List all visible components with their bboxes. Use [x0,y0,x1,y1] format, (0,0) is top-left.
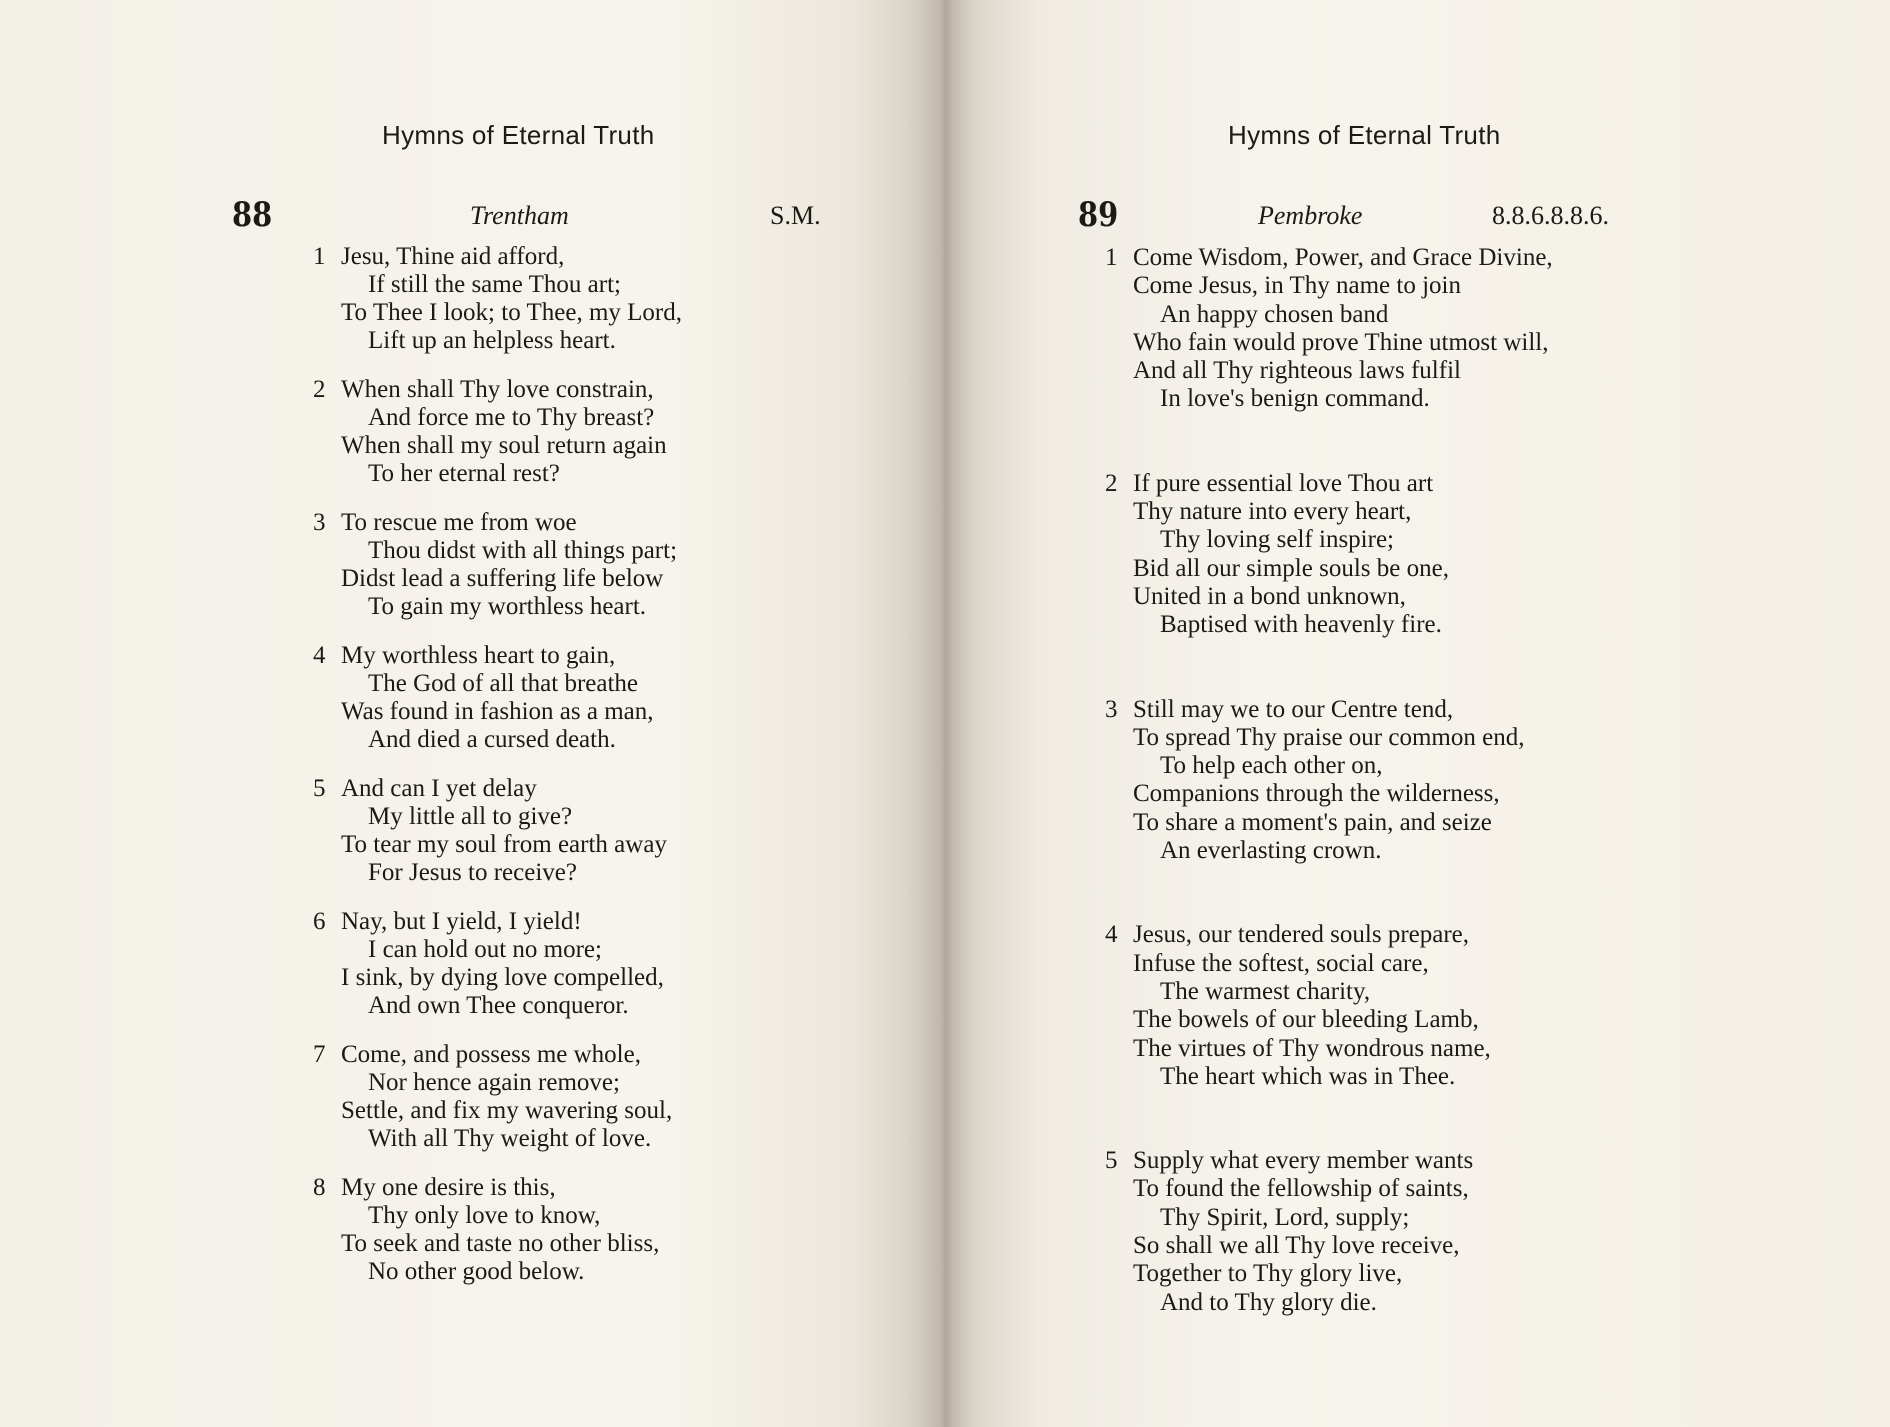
verse-line: To share a moment's pain, and seize [1133,808,1492,836]
verse-line: No other good below. [368,1258,585,1285]
verse-number: 4 [1105,921,1118,949]
verse-line: Didst lead a suffering life below [341,565,664,592]
verse-line: My worthless heart to gain, [341,642,616,669]
verse-line: Jesu, Thine aid afford, [341,243,565,270]
hymn-header [1078,195,1678,235]
verse-line: Settle, and fix my wavering soul, [341,1097,673,1124]
verse-line: United in a bond unknown, [1133,582,1406,610]
verse-line: Thy only love to know, [368,1202,601,1229]
verse-line: To her eternal rest? [368,460,560,487]
verse-line: And died a cursed death. [368,726,616,753]
verse-line: And own Thee conqueror. [368,992,629,1019]
verse-line: To seek and taste no other bliss, [341,1230,660,1257]
verse [313,1041,682,1153]
verse-line: When shall my soul return again [341,432,667,459]
verse-number: 4 [313,642,326,669]
verse-number: 2 [1105,469,1118,497]
verse [1105,921,1553,1091]
verse-line: To spread Thy praise our common end, [1133,723,1525,751]
verse [1105,244,1553,414]
verse-line: An happy chosen band [1160,300,1389,328]
verse-number: 6 [313,908,326,935]
verse [313,775,682,887]
verse-line: Come, and possess me whole, [341,1041,641,1068]
verse-line: To Thee I look; to Thee, my Lord, [341,299,683,326]
verse-line: My one desire is this, [341,1174,556,1201]
verse-line: Thy loving self inspire; [1160,526,1394,554]
verse-line: The heart which was in Thee. [1160,1062,1456,1090]
hymn-number: 89 [1078,195,1119,235]
verse-line: With all Thy weight of love. [368,1125,652,1152]
verse-number: 3 [1105,695,1118,723]
verse-line: Nay, but I yield, I yield! [341,908,582,935]
verse-line: Come Jesus, in Thy name to join [1133,272,1461,300]
verse [1105,696,1553,866]
verse-line: Thy Spirit, Lord, supply; [1160,1203,1410,1231]
verse [313,1174,682,1286]
verse [313,243,682,355]
verse-line: The warmest charity, [1160,977,1371,1005]
verse [1105,1147,1553,1317]
verse-line: Companions through the wilderness, [1133,780,1500,808]
hymn-number: 88 [232,195,273,235]
verse-line: In love's benign command. [1160,385,1430,413]
running-head: Hymns of Eternal Truth [382,120,655,150]
verse-number: 1 [1105,244,1118,271]
verse-line: And to Thy glory die. [1160,1288,1377,1316]
verse-line: The bowels of our bleeding Lamb, [1133,1006,1479,1034]
tune-name: Trentham [470,201,569,230]
verse-line: And all Thy righteous laws fulfil [1133,357,1461,385]
verse-line: And force me to Thy breast? [368,404,655,431]
meter: 8.8.6.8.8.6. [1492,201,1609,230]
verse-line: Still may we to our Centre tend, [1133,695,1454,723]
verse-line: Lift up an helpless heart. [368,327,616,354]
verse [313,376,682,488]
verse-line: The God of all that breathe [368,670,639,697]
verse-line: I can hold out no more; [368,936,602,963]
verse-number: 5 [1105,1147,1118,1175]
verse-line: Together to Thy glory live, [1133,1260,1403,1288]
meter: S.M. [770,201,821,230]
verse [313,908,682,1020]
verse-number: 1 [313,243,326,270]
verse-line: Thou didst with all things part; [368,537,678,564]
verse-line: Supply what every member wants [1133,1147,1474,1175]
verse-number: 7 [313,1041,326,1068]
verse-line: Bid all our simple souls be one, [1133,554,1449,582]
verse-line: To found the fellowship of saints, [1133,1175,1469,1203]
verse-line: My little all to give? [368,803,573,830]
verse-line: Nor hence again remove; [368,1069,620,1096]
verse [1105,470,1553,640]
verse-line: So shall we all Thy love receive, [1133,1232,1460,1260]
verse-number: 5 [313,775,326,802]
verses [1105,244,1553,1373]
verse [313,509,682,621]
verse-line: Jesus, our tendered souls prepare, [1133,921,1470,949]
verse-line: To gain my worthless heart. [368,593,647,620]
verse-line: I sink, by dying love compelled, [341,964,664,991]
verse-line: Come Wisdom, Power, and Grace Divine, [1133,244,1553,271]
verses [313,243,682,1307]
right-page [945,0,1890,1427]
verse-number: 3 [313,509,326,536]
verse-line: Baptised with heavenly fire. [1160,611,1442,639]
verse-line: An everlasting crown. [1160,837,1382,865]
hymn-header [232,195,832,235]
verse-line: Was found in fashion as a man, [341,698,654,725]
tune-name: Pembroke [1258,201,1363,230]
verse-line: The virtues of Thy wondrous name, [1133,1034,1491,1062]
verse-line: And can I yet delay [341,775,537,802]
verse [313,642,682,754]
verse-line: If still the same Thou art; [368,271,621,298]
verse-line: To rescue me from woe [341,509,577,536]
verse-line: Who fain would prove Thine utmost will, [1133,328,1549,356]
verse-line: To help each other on, [1160,752,1383,780]
verse-line: For Jesus to receive? [368,859,577,886]
verse-line: To tear my soul from earth away [341,831,667,858]
verse-line: When shall Thy love constrain, [341,376,654,403]
verse-number: 2 [313,376,326,403]
verse-number: 8 [313,1174,326,1201]
verse-line: Infuse the softest, social care, [1133,949,1429,977]
running-head: Hymns of Eternal Truth [1228,120,1501,150]
verse-line: Thy nature into every heart, [1133,498,1412,526]
verse-line: If pure essential love Thou art [1133,469,1434,497]
